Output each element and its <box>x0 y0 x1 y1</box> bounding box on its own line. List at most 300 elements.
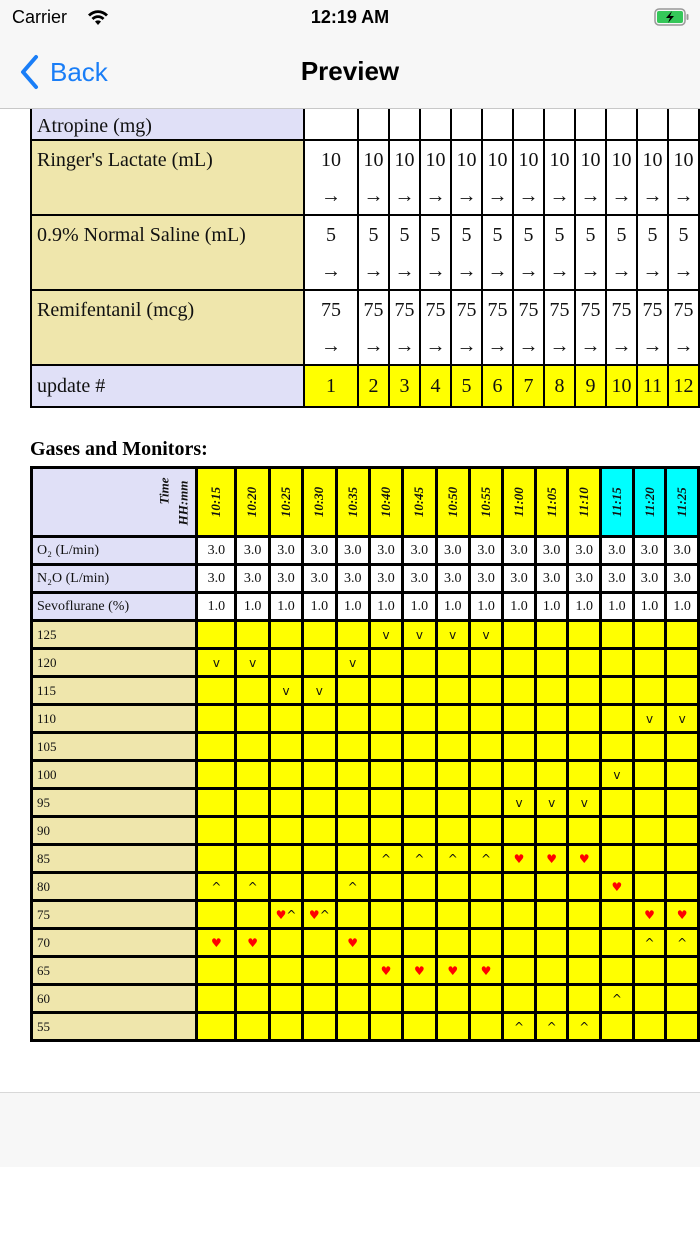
drug-dose-cell <box>420 109 451 140</box>
drug-dose-cell <box>544 140 575 215</box>
gas-value-cell: 3.0 <box>369 537 402 565</box>
monitor-cell <box>633 817 666 845</box>
heart-rate-icon: ♥ <box>480 963 492 978</box>
monitor-cell <box>633 985 666 1013</box>
time-value: 10:40 <box>378 486 394 517</box>
time-column-header <box>568 468 601 537</box>
monitor-cell <box>236 901 269 929</box>
monitor-scale-label: 95 <box>32 789 197 817</box>
monitor-cell <box>469 649 502 677</box>
monitor-cell <box>503 649 536 677</box>
time-value: 10:35 <box>344 486 360 517</box>
gas-value-cell: 3.0 <box>633 537 666 565</box>
diastolic-marker-icon: ^ <box>381 851 392 866</box>
heart-rate-icon: ♥ <box>546 851 558 866</box>
drug-dose-cell <box>358 215 389 290</box>
monitor-scale-label: 100 <box>32 761 197 789</box>
systolic-marker-icon: v <box>482 627 490 642</box>
monitor-cell <box>403 761 436 789</box>
dose-value: 5 <box>399 223 410 246</box>
monitor-cell <box>633 901 666 929</box>
monitor-cell <box>436 621 469 649</box>
continue-arrow-icon: → <box>549 334 570 357</box>
drug-dose-cell <box>668 290 699 365</box>
monitor-cell <box>503 761 536 789</box>
monitor-scale-label: 65 <box>32 957 197 985</box>
monitor-cell <box>568 705 601 733</box>
gas-value-cell: 3.0 <box>568 537 601 565</box>
diastolic-marker-icon: ^ <box>247 879 258 894</box>
monitor-cell <box>568 985 601 1013</box>
gas-value-cell: 3.0 <box>535 565 568 593</box>
monitor-cell <box>197 929 236 957</box>
monitor-cell <box>535 929 568 957</box>
monitor-cell <box>503 901 536 929</box>
monitor-cell <box>436 873 469 901</box>
monitor-cell <box>535 845 568 873</box>
monitor-scale-label: 90 <box>32 817 197 845</box>
monitor-cell <box>236 705 269 733</box>
dose-value: 5 <box>585 223 596 246</box>
monitor-cell <box>503 621 536 649</box>
dose-value: 5 <box>678 223 689 246</box>
heart-rate-icon: ♥ <box>347 935 359 950</box>
drug-label: update # <box>31 365 304 407</box>
systolic-marker-icon: v <box>415 627 423 642</box>
diastolic-marker-icon: ^ <box>319 907 330 922</box>
drug-dose-cell <box>668 215 699 290</box>
monitor-cell <box>633 873 666 901</box>
monitor-cell <box>303 677 336 705</box>
gas-value-cell: 3.0 <box>336 565 369 593</box>
systolic-marker-icon: v <box>315 683 323 698</box>
continue-arrow-icon: → <box>549 184 570 207</box>
drug-dose-cell <box>513 290 544 365</box>
monitor-cell <box>666 817 699 845</box>
monitor-cell <box>666 985 699 1013</box>
monitor-cell <box>236 789 269 817</box>
monitor-scale-label: 110 <box>32 705 197 733</box>
monitor-cell <box>535 957 568 985</box>
drug-dose-cell <box>482 215 513 290</box>
monitor-cell <box>666 761 699 789</box>
monitor-scale-label: 70 <box>32 929 197 957</box>
monitor-cell <box>503 733 536 761</box>
dose-value: 75 <box>425 298 446 321</box>
monitor-cell <box>303 649 336 677</box>
continue-arrow-icon: → <box>394 184 415 207</box>
dose-value: 5 <box>554 223 565 246</box>
monitor-cell <box>403 1013 436 1041</box>
monitor-scale-label: 115 <box>32 677 197 705</box>
time-label: Time <box>156 477 172 505</box>
continue-arrow-icon: → <box>394 334 415 357</box>
dose-value: 75 <box>611 298 632 321</box>
dose-value: 75 <box>487 298 508 321</box>
time-column-header <box>336 468 369 537</box>
monitor-cell <box>236 985 269 1013</box>
monitor-cell <box>369 621 402 649</box>
monitor-cell <box>269 789 302 817</box>
monitor-cell <box>568 957 601 985</box>
update-number: 4 <box>420 365 451 407</box>
time-column-header <box>269 468 302 537</box>
monitor-cell <box>633 649 666 677</box>
gas-value-cell: 3.0 <box>469 565 502 593</box>
continue-arrow-icon: → <box>487 334 508 357</box>
document-preview[interactable] <box>0 109 700 1092</box>
monitor-cell <box>303 901 336 929</box>
drug-label: 0.9% Normal Saline (mL) <box>31 215 304 290</box>
drug-dose-cell <box>606 140 637 215</box>
bottom-toolbar <box>0 1092 700 1167</box>
monitor-cell <box>436 901 469 929</box>
monitor-cell <box>568 1013 601 1041</box>
gas-value-cell: 1.0 <box>666 593 699 621</box>
gas-value-cell: 1.0 <box>568 593 601 621</box>
monitor-cell <box>469 873 502 901</box>
monitor-cell <box>503 845 536 873</box>
dose-value: 10 <box>456 148 477 171</box>
drug-dose-cell <box>575 140 606 215</box>
gas-value-cell: 3.0 <box>633 565 666 593</box>
monitor-cell <box>503 1013 536 1041</box>
systolic-marker-icon: v <box>382 627 390 642</box>
dose-value: 10 <box>394 148 415 171</box>
drug-dose-cell <box>482 290 513 365</box>
systolic-marker-icon: v <box>580 795 588 810</box>
dose-value: 5 <box>461 223 472 246</box>
monitor-scale-label: 75 <box>32 901 197 929</box>
monitor-cell <box>666 677 699 705</box>
heart-rate-icon: ♥ <box>513 851 525 866</box>
drug-dose-cell <box>304 140 358 215</box>
monitor-cell <box>197 705 236 733</box>
continue-arrow-icon: → <box>456 334 477 357</box>
drug-dose-cell <box>304 109 358 140</box>
drug-dose-cell <box>544 109 575 140</box>
monitor-cell <box>236 873 269 901</box>
monitor-cell <box>568 649 601 677</box>
monitor-cell <box>666 845 699 873</box>
drug-dose-cell <box>389 109 420 140</box>
monitor-cell <box>601 817 634 845</box>
drug-dose-cell <box>451 290 482 365</box>
monitor-cell <box>436 1013 469 1041</box>
systolic-marker-icon: v <box>613 767 621 782</box>
drug-dose-cell <box>358 140 389 215</box>
monitor-cell <box>336 1013 369 1041</box>
monitor-cell <box>633 845 666 873</box>
gas-value-cell: 3.0 <box>303 565 336 593</box>
gas-value-cell: 3.0 <box>369 565 402 593</box>
gas-value-cell: 1.0 <box>601 593 634 621</box>
time-value: 11:25 <box>674 486 690 517</box>
gas-value-cell: 3.0 <box>197 537 236 565</box>
monitor-cell <box>633 789 666 817</box>
monitor-cell <box>336 761 369 789</box>
systolic-marker-icon: v <box>678 711 686 726</box>
continue-arrow-icon: → <box>321 184 341 207</box>
continue-arrow-icon: → <box>642 184 663 207</box>
monitor-cell <box>436 789 469 817</box>
dose-value: 5 <box>616 223 627 246</box>
time-value: 10:50 <box>444 486 460 517</box>
monitor-cell <box>369 677 402 705</box>
gas-value-cell: 3.0 <box>403 537 436 565</box>
gas-value-cell: 1.0 <box>269 593 302 621</box>
systolic-marker-icon: v <box>249 655 257 670</box>
monitor-cell <box>336 621 369 649</box>
gas-value-cell: 1.0 <box>535 593 568 621</box>
section-title-gases: Gases and Monitors: <box>30 438 208 460</box>
monitor-cell <box>336 677 369 705</box>
continue-arrow-icon: → <box>456 184 477 207</box>
time-column-header <box>436 468 469 537</box>
continue-arrow-icon: → <box>394 259 415 282</box>
monitor-cell <box>303 845 336 873</box>
dose-value: 5 <box>523 223 534 246</box>
continue-arrow-icon: → <box>363 334 384 357</box>
monitor-cell <box>197 733 236 761</box>
drug-row <box>31 215 699 290</box>
gas-value-cell: 1.0 <box>236 593 269 621</box>
clock: 12:19 AM <box>310 7 390 27</box>
gas-value-cell: 3.0 <box>535 537 568 565</box>
diastolic-marker-icon: ^ <box>347 879 358 894</box>
gas-label: Sevoflurane (%) <box>32 593 197 621</box>
drug-dose-cell <box>668 140 699 215</box>
drug-table <box>30 109 700 408</box>
monitor-cell <box>269 705 302 733</box>
monitor-cell <box>303 957 336 985</box>
update-number: 3 <box>389 365 420 407</box>
monitor-cell <box>303 761 336 789</box>
monitor-cell <box>336 733 369 761</box>
monitor-cell <box>469 733 502 761</box>
update-number: 8 <box>544 365 575 407</box>
continue-arrow-icon: → <box>487 259 508 282</box>
drug-dose-cell <box>544 215 575 290</box>
gas-value-cell: 1.0 <box>403 593 436 621</box>
drug-dose-cell <box>389 215 420 290</box>
monitor-cell <box>535 621 568 649</box>
gas-value-cell: 3.0 <box>436 565 469 593</box>
continue-arrow-icon: → <box>580 184 601 207</box>
monitor-cell <box>568 873 601 901</box>
gas-value-cell: 3.0 <box>303 537 336 565</box>
monitor-cell <box>336 649 369 677</box>
monitor-cell <box>503 789 536 817</box>
gas-value-cell: 3.0 <box>436 537 469 565</box>
dose-value: 10 <box>611 148 632 171</box>
dose-value: 75 <box>673 298 694 321</box>
monitor-cell <box>336 901 369 929</box>
drug-dose-cell <box>482 109 513 140</box>
monitor-cell <box>336 957 369 985</box>
monitor-cell <box>403 901 436 929</box>
monitor-cell <box>666 621 699 649</box>
time-column-header <box>601 468 634 537</box>
monitor-cell <box>436 705 469 733</box>
monitor-cell <box>269 677 302 705</box>
monitor-cell <box>197 957 236 985</box>
monitor-cell <box>269 929 302 957</box>
diastolic-marker-icon: ^ <box>579 1019 590 1034</box>
monitor-cell <box>601 985 634 1013</box>
drug-label: Remifentanil (mcg) <box>31 290 304 365</box>
monitor-cell <box>236 1013 269 1041</box>
monitor-cell <box>403 817 436 845</box>
monitor-scale-label: 125 <box>32 621 197 649</box>
continue-arrow-icon: → <box>487 184 508 207</box>
update-number: 7 <box>513 365 544 407</box>
heart-rate-icon: ♥ <box>308 907 320 922</box>
monitor-cell <box>369 845 402 873</box>
systolic-marker-icon: v <box>645 711 654 726</box>
diastolic-marker-icon: ^ <box>644 935 655 950</box>
heart-rate-icon: ♥ <box>447 963 459 978</box>
monitor-cell <box>369 929 402 957</box>
gas-value-cell: 3.0 <box>666 537 699 565</box>
monitor-cell <box>568 621 601 649</box>
heart-rate-icon: ♥ <box>275 907 287 922</box>
heart-rate-icon: ♥ <box>380 963 392 978</box>
continue-arrow-icon: → <box>673 259 694 282</box>
gas-value-cell: 1.0 <box>633 593 666 621</box>
update-number: 6 <box>482 365 513 407</box>
drug-dose-cell <box>451 109 482 140</box>
monitor-cell <box>568 817 601 845</box>
monitor-cell <box>535 761 568 789</box>
monitor-cell <box>503 957 536 985</box>
monitor-cell <box>197 873 236 901</box>
monitor-cell <box>633 733 666 761</box>
drug-dose-cell <box>606 215 637 290</box>
gas-value-cell: 1.0 <box>336 593 369 621</box>
gas-value-cell: 3.0 <box>336 537 369 565</box>
monitor-cell <box>503 705 536 733</box>
continue-arrow-icon: → <box>425 259 446 282</box>
systolic-marker-icon: v <box>212 655 220 670</box>
heart-rate-icon: ♥ <box>413 963 425 978</box>
monitor-cell <box>633 957 666 985</box>
time-value: 11:20 <box>641 486 657 517</box>
monitor-cell <box>197 901 236 929</box>
monitor-cell <box>336 789 369 817</box>
update-number: 11 <box>637 365 668 407</box>
drug-dose-cell <box>358 290 389 365</box>
gas-value-cell: 3.0 <box>503 565 536 593</box>
drug-dose-cell <box>513 215 544 290</box>
dose-value: 10 <box>425 148 446 171</box>
dose-value: 5 <box>430 223 441 246</box>
monitor-cell <box>633 621 666 649</box>
drug-dose-cell <box>668 109 699 140</box>
drug-dose-cell <box>513 109 544 140</box>
monitor-cell <box>469 705 502 733</box>
monitor-cell <box>303 817 336 845</box>
gas-value-cell: 3.0 <box>236 565 269 593</box>
gas-value-cell: 3.0 <box>469 537 502 565</box>
dose-value: 10 <box>487 148 508 171</box>
monitor-cell <box>236 929 269 957</box>
continue-arrow-icon: → <box>321 259 341 282</box>
monitor-cell <box>568 761 601 789</box>
gas-value-cell: 3.0 <box>601 565 634 593</box>
monitor-cell <box>369 1013 402 1041</box>
time-value: 11:05 <box>543 486 559 517</box>
monitor-cell <box>666 649 699 677</box>
drug-row <box>31 109 699 140</box>
drug-label: Atropine (mg) <box>31 109 304 140</box>
monitor-cell <box>601 733 634 761</box>
monitor-cell <box>236 845 269 873</box>
continue-arrow-icon: → <box>673 184 694 207</box>
gas-value-cell: 3.0 <box>503 537 536 565</box>
drug-dose-cell <box>575 215 606 290</box>
monitor-cell <box>601 705 634 733</box>
continue-arrow-icon: → <box>611 259 632 282</box>
drug-dose-cell <box>389 140 420 215</box>
dose-value: 10 <box>549 148 570 171</box>
dose-value: 10 <box>580 148 601 171</box>
monitor-cell <box>601 1013 634 1041</box>
diastolic-marker-icon: ^ <box>211 879 222 894</box>
continue-arrow-icon: → <box>518 184 539 207</box>
update-number: 10 <box>606 365 637 407</box>
systolic-marker-icon: v <box>349 655 357 670</box>
gas-value-cell: 1.0 <box>369 593 402 621</box>
monitor-cell <box>403 677 436 705</box>
continue-arrow-icon: → <box>425 184 446 207</box>
monitor-cell <box>269 621 302 649</box>
monitor-cell <box>633 761 666 789</box>
time-column-header <box>197 468 236 537</box>
continue-arrow-icon: → <box>363 259 384 282</box>
diastolic-marker-icon: ^ <box>514 1019 525 1034</box>
monitor-cell <box>436 817 469 845</box>
monitor-cell <box>633 929 666 957</box>
monitor-cell <box>269 957 302 985</box>
drug-dose-cell <box>637 215 668 290</box>
monitor-cell <box>535 873 568 901</box>
dose-value: 75 <box>394 298 415 321</box>
monitor-cell <box>336 845 369 873</box>
monitor-cell <box>535 789 568 817</box>
monitor-cell <box>336 985 369 1013</box>
monitor-cell <box>236 733 269 761</box>
dose-value: 5 <box>647 223 658 246</box>
time-column-header <box>236 468 269 537</box>
monitor-cell <box>197 845 236 873</box>
monitor-cell <box>666 705 699 733</box>
monitor-cell <box>303 985 336 1013</box>
dose-value: 75 <box>363 298 384 321</box>
heart-rate-icon: ♥ <box>644 907 655 922</box>
time-format-label: HH:mm <box>175 480 191 526</box>
dose-value: 5 <box>326 223 336 246</box>
monitor-cell <box>436 845 469 873</box>
monitor-cell <box>535 649 568 677</box>
diastolic-marker-icon: ^ <box>447 851 458 866</box>
dose-value: 10 <box>363 148 384 171</box>
continue-arrow-icon: → <box>611 334 632 357</box>
monitor-cell <box>336 873 369 901</box>
monitor-cell <box>469 985 502 1013</box>
monitor-cell <box>601 677 634 705</box>
monitor-cell <box>236 649 269 677</box>
